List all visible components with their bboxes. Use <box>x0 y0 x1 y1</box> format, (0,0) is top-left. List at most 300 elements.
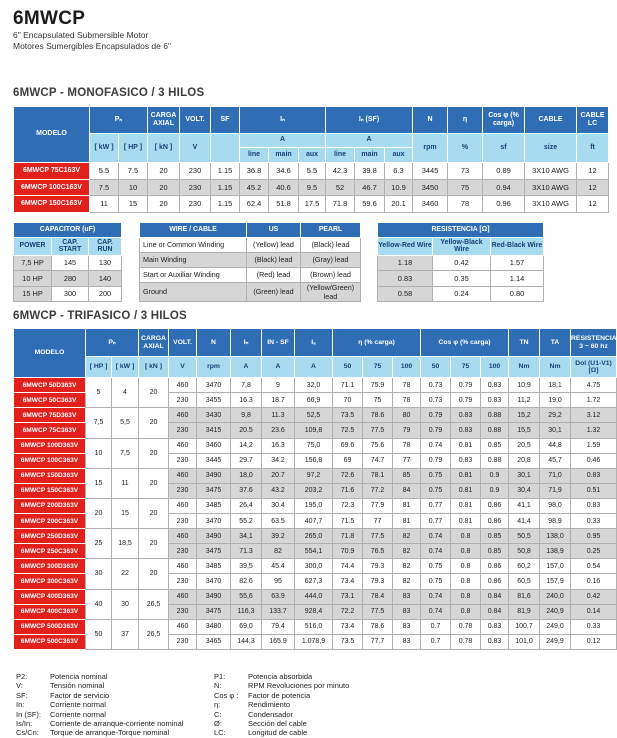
value-cell: 73.4 <box>333 619 363 634</box>
unit-ft: ft <box>577 134 609 163</box>
value-cell: 20 <box>148 163 180 180</box>
tri-table-row <box>14 619 617 634</box>
value-cell: 460 <box>169 619 197 634</box>
col-ta: TA <box>540 329 571 357</box>
value-cell: 0.74 <box>421 604 451 619</box>
value-cell: 50,8 <box>509 544 540 559</box>
value-cell: 1.15 <box>211 179 240 196</box>
model-cell: 6MWCP 400D363V <box>14 589 86 604</box>
value-cell: 230 <box>169 604 197 619</box>
value-cell: 63.9 <box>262 589 295 604</box>
kn-cell: 20 <box>139 438 169 468</box>
value-cell: 71.5 <box>333 514 363 529</box>
value-cell: 460 <box>169 529 197 544</box>
value-cell: 0.86 <box>481 574 509 589</box>
tri-table-row <box>14 498 617 513</box>
value-cell: Ground <box>140 282 247 301</box>
value-cell: 9.5 <box>299 179 326 196</box>
value-cell: 7,8 <box>231 378 262 393</box>
value-cell: 30,1 <box>509 468 540 483</box>
mono-table-row <box>14 163 609 180</box>
value-cell: 0.42 <box>571 589 617 604</box>
resistance-header <box>378 222 544 255</box>
col-pn: Pₙ <box>90 107 148 134</box>
value-cell: 32,0 <box>295 378 333 393</box>
value-cell: 82.6 <box>231 574 262 589</box>
wire-col-us: US <box>247 222 301 237</box>
value-cell: 80 <box>393 408 421 423</box>
legend-description: Corriente de arranque-corriente nominal <box>50 718 184 728</box>
legend-line <box>214 719 349 728</box>
value-cell: 0.74 <box>421 529 451 544</box>
value-cell: 0.7 <box>421 619 451 634</box>
col-volt: VOLT. <box>180 107 211 134</box>
value-cell: 157,9 <box>540 574 571 589</box>
value-cell: 145 <box>52 255 89 271</box>
legend-line <box>16 719 202 728</box>
tri-table-row <box>14 589 617 604</box>
tri-section-title: 6MWCP - TRIFASICO / 3 HILOS <box>13 310 187 323</box>
mono-table-row <box>14 196 609 213</box>
value-cell: 3490 <box>197 468 231 483</box>
value-cell: 78.4 <box>363 589 393 604</box>
model-cell: 6MWCP 200C363V <box>14 514 86 529</box>
value-cell: 12 <box>577 196 609 213</box>
value-cell: 165.9 <box>262 634 295 649</box>
value-cell: 133.7 <box>262 604 295 619</box>
value-cell: 7,5 HP <box>14 255 52 271</box>
value-cell: 77 <box>393 453 421 468</box>
page-header <box>13 8 602 51</box>
mono-table <box>13 106 609 213</box>
value-cell: 20 <box>148 196 180 213</box>
value-cell: 444,0 <box>295 589 333 604</box>
hp-cell: 10 <box>86 438 112 468</box>
legend-abbr: V: <box>16 681 23 691</box>
value-cell: 16.3 <box>262 438 295 453</box>
eta-75: 75 <box>363 357 393 378</box>
cos-50: 50 <box>421 357 451 378</box>
legend-description: Potencia absorbida <box>248 671 313 681</box>
value-cell: 0.83 <box>481 393 509 408</box>
value-cell: 41,4 <box>509 514 540 529</box>
hp-cell: 50 <box>86 619 112 649</box>
value-cell: 627,3 <box>295 574 333 589</box>
hp-cell: 15 <box>86 468 112 498</box>
value-cell: 195,0 <box>295 498 333 513</box>
value-cell: 0.88 <box>481 408 509 423</box>
value-cell: 1.57 <box>491 255 544 271</box>
value-cell: 0.14 <box>571 604 617 619</box>
value-cell: 44,8 <box>540 438 571 453</box>
value-cell: 10 <box>119 179 148 196</box>
legend-description: Corriente normal <box>50 709 106 719</box>
hp-cell: 40 <box>86 589 112 619</box>
value-cell: 0.74 <box>421 589 451 604</box>
wire-col-pearl: PEARL <box>301 222 361 237</box>
value-cell: 69,0 <box>231 619 262 634</box>
value-cell: 72.3 <box>333 498 363 513</box>
value-cell: 3460 <box>197 438 231 453</box>
value-cell: 0.83 <box>481 378 509 393</box>
value-cell: 109,8 <box>295 423 333 438</box>
tri-table <box>13 328 617 650</box>
value-cell: 0.74 <box>421 544 451 559</box>
value-cell: 7.5 <box>119 163 148 180</box>
value-cell: 20.7 <box>262 468 295 483</box>
value-cell: 0.83 <box>481 619 509 634</box>
col-ia: Iₐ <box>295 329 333 357</box>
tri-table-row <box>14 408 617 423</box>
value-cell: 66,9 <box>295 393 333 408</box>
model-cell: 6MWCP 300D363V <box>14 559 86 574</box>
value-cell: 52,5 <box>295 408 333 423</box>
value-cell: 3480 <box>197 619 231 634</box>
value-cell: 0.8 <box>451 529 481 544</box>
value-cell: 230 <box>169 453 197 468</box>
value-cell: 83 <box>393 634 421 649</box>
value-cell: 0.8 <box>451 559 481 574</box>
sub-line-2: line <box>326 148 355 163</box>
col-carga-axial: CARGA AXIAL <box>148 107 180 134</box>
value-cell: 12 <box>577 163 609 180</box>
value-cell: 240,0 <box>540 589 571 604</box>
value-cell: 249,0 <box>540 619 571 634</box>
value-cell: 0.35 <box>433 271 491 287</box>
value-cell: 0.86 <box>481 559 509 574</box>
unit-v: V <box>180 134 211 163</box>
value-cell: 0.83 <box>571 468 617 483</box>
value-cell: 70 <box>333 393 363 408</box>
tri-table-row <box>14 378 617 393</box>
resistance-table <box>377 222 544 303</box>
value-cell: 39.8 <box>355 163 385 180</box>
value-cell: 0.83 <box>451 408 481 423</box>
value-cell: 72.2 <box>333 604 363 619</box>
value-cell: 20 <box>148 179 180 196</box>
col-eta: η <box>448 107 483 134</box>
value-cell: (Yellow) lead <box>247 237 301 252</box>
value-cell: Start or Auxiliar Winding <box>140 267 247 282</box>
unit-rpm: rpm <box>413 134 448 163</box>
kw-cell: 18,5 <box>112 529 139 559</box>
value-cell: 3445 <box>197 453 231 468</box>
value-cell: 0.89 <box>483 163 525 180</box>
kn-cell: 20 <box>139 559 169 589</box>
value-cell: 73 <box>448 163 483 180</box>
mono-table-row <box>14 179 609 196</box>
legend-description: Rendimiento <box>248 700 291 710</box>
value-cell: 0.83 <box>571 498 617 513</box>
col-resistencia: RESISTENCIA 3 ~ 60 hz <box>571 329 617 357</box>
value-cell: 11,2 <box>509 393 540 408</box>
value-cell: 60,2 <box>509 559 540 574</box>
value-cell: 82 <box>393 574 421 589</box>
value-cell: 71,9 <box>540 483 571 498</box>
value-cell: 72.6 <box>333 468 363 483</box>
model-cell: 6MWCP 100C363V <box>14 453 86 468</box>
value-cell: 77.5 <box>363 423 393 438</box>
wire-col-name: WIRE / CABLE <box>140 222 247 237</box>
unit-rpm: rpm <box>197 357 231 378</box>
value-cell: 74.7 <box>363 453 393 468</box>
unit-sf: sf <box>483 134 525 163</box>
value-cell: 0.81 <box>451 438 481 453</box>
resistance-row <box>378 255 544 271</box>
wire-row <box>140 267 361 282</box>
value-cell: 0.58 <box>378 286 433 302</box>
value-cell: 101,0 <box>509 634 540 649</box>
value-cell: 14,2 <box>231 438 262 453</box>
value-cell: 3445 <box>413 163 448 180</box>
value-cell: 15 HP <box>14 286 52 302</box>
value-cell: 300 <box>52 286 89 302</box>
page-title: 6MWCP <box>13 8 86 29</box>
value-cell: 81 <box>393 514 421 529</box>
value-cell: 17.5 <box>299 196 326 213</box>
value-cell: 75 <box>363 393 393 408</box>
value-cell: 9,8 <box>231 408 262 423</box>
value-cell: 60,5 <box>509 574 540 589</box>
value-cell: 0.80 <box>491 286 544 302</box>
value-cell: 1.078,9 <box>295 634 333 649</box>
value-cell: 230 <box>169 423 197 438</box>
unit-a-insf: A <box>262 357 295 378</box>
col-cable-lc: CABLE LC <box>577 107 609 134</box>
model-cell: 6MWCP 250D363V <box>14 529 86 544</box>
value-cell: 78.1 <box>363 468 393 483</box>
unit-sf-empty <box>211 134 240 163</box>
value-cell: 75,0 <box>295 438 333 453</box>
value-cell: 0.83 <box>378 271 433 287</box>
legend-description: Torque de arranque-Torque nominal <box>50 728 170 738</box>
value-cell: 79.4 <box>262 619 295 634</box>
col-volt: VOLT. <box>169 329 197 357</box>
value-cell: 37.6 <box>231 483 262 498</box>
value-cell: 71.8 <box>333 529 363 544</box>
wire-row <box>140 282 361 301</box>
value-cell: 0.86 <box>481 498 509 513</box>
value-cell: 0.73 <box>421 378 451 393</box>
col-modelo: MODELO <box>14 107 90 163</box>
value-cell: 71,0 <box>540 468 571 483</box>
kw-cell: 30 <box>112 589 139 619</box>
value-cell: 15,5 <box>509 423 540 438</box>
kn-cell: 26,5 <box>139 589 169 619</box>
legend-abbr: In: <box>16 700 25 710</box>
model-cell: 6MWCP 300C363V <box>14 574 86 589</box>
cap-col-power: POWER <box>14 237 52 255</box>
legend-line <box>16 710 202 719</box>
value-cell: 82 <box>393 529 421 544</box>
value-cell: 5.5 <box>299 163 326 180</box>
legend-line <box>16 691 202 700</box>
value-cell: 0.86 <box>481 514 509 529</box>
subtitle-es: Motores Sumergibles Encapsulados de 6" <box>13 40 171 51</box>
kw-cell: 11 <box>112 468 139 498</box>
cos-100: 100 <box>481 357 509 378</box>
value-cell: 77.5 <box>363 604 393 619</box>
kw-cell: 15 <box>112 498 139 528</box>
model-cell: 6MWCP 150D363V <box>14 468 86 483</box>
cap-col-start: CAP. START <box>52 237 89 255</box>
legend-abbr: P2: <box>16 671 28 681</box>
mono-table-header <box>14 107 609 163</box>
value-cell: 0.7 <box>421 634 451 649</box>
legend-right-column <box>214 672 349 738</box>
model-cell: 6MWCP 50C363V <box>14 393 86 408</box>
value-cell: 100,7 <box>509 619 540 634</box>
value-cell: 0.9 <box>481 468 509 483</box>
value-cell: 20.5 <box>231 423 262 438</box>
value-cell: 74.4 <box>333 559 363 574</box>
value-cell: 460 <box>169 378 197 393</box>
value-cell: 0.96 <box>483 196 525 213</box>
value-cell: 79.3 <box>363 574 393 589</box>
sub-aux-1: aux <box>299 148 326 163</box>
legend-abbr: P1: <box>214 671 226 681</box>
value-cell: 0.75 <box>421 559 451 574</box>
value-cell: 0.42 <box>433 255 491 271</box>
unit-size: size <box>525 134 577 163</box>
value-cell: 460 <box>169 468 197 483</box>
wire-row <box>140 237 361 252</box>
value-cell: 69 <box>333 453 363 468</box>
value-cell: 0.81 <box>451 483 481 498</box>
value-cell: 15 <box>119 196 148 213</box>
value-cell: 75.9 <box>363 378 393 393</box>
value-cell: 230 <box>180 179 211 196</box>
value-cell: 0.16 <box>571 574 617 589</box>
value-cell: 73.5 <box>333 634 363 649</box>
value-cell: 76.5 <box>363 544 393 559</box>
value-cell: 98,0 <box>540 498 571 513</box>
value-cell: 0.8 <box>451 604 481 619</box>
value-cell: 230 <box>169 574 197 589</box>
value-cell: 0.8 <box>451 574 481 589</box>
value-cell: 0.88 <box>481 423 509 438</box>
value-cell: 73.1 <box>333 589 363 604</box>
value-cell: 0.83 <box>451 423 481 438</box>
legend-line <box>214 691 349 700</box>
value-cell: (Black) lead <box>301 237 361 252</box>
value-cell: 75 <box>448 179 483 196</box>
value-cell: 77.2 <box>363 483 393 498</box>
mono-section-title: 6MWCP - MONOFASICO / 3 HILOS <box>13 87 205 99</box>
legend-description: Sección del cable <box>248 718 307 728</box>
value-cell: 41,1 <box>509 498 540 513</box>
legend-line <box>214 700 349 709</box>
value-cell: 82 <box>393 559 421 574</box>
value-cell: 71.8 <box>326 196 355 213</box>
resistance-row <box>378 286 544 302</box>
value-cell: 0.75 <box>421 483 451 498</box>
kn-cell: 20 <box>139 408 169 438</box>
unit-pct: % <box>448 134 483 163</box>
unit-a-ia: A <box>295 357 333 378</box>
col-sf: SF <box>211 107 240 134</box>
value-cell: 0.79 <box>421 423 451 438</box>
unit-hp: [ HP ] <box>86 357 112 378</box>
col-pn: Pₙ <box>86 329 139 357</box>
value-cell: 29.7 <box>231 453 262 468</box>
value-cell: 30,4 <box>509 483 540 498</box>
value-cell: 78.6 <box>363 408 393 423</box>
resistance-row <box>378 271 544 287</box>
col-in-sf: Iₙ (SF) <box>326 107 413 134</box>
value-cell: 0.33 <box>571 619 617 634</box>
tri-table-header <box>14 329 617 378</box>
value-cell: 460 <box>169 408 197 423</box>
legend-line <box>214 728 349 737</box>
value-cell: 9 <box>262 378 295 393</box>
wire-row <box>140 252 361 267</box>
value-cell: 39.2 <box>262 529 295 544</box>
legend-abbr: C: <box>214 709 222 719</box>
value-cell: 59.6 <box>355 196 385 213</box>
value-cell: 19,0 <box>540 393 571 408</box>
legend-description: Factor de servicio <box>50 690 110 700</box>
cap-col-run: CAP. RUN <box>89 237 122 255</box>
value-cell: 0.85 <box>481 544 509 559</box>
value-cell: 0.79 <box>451 378 481 393</box>
value-cell: 203,2 <box>295 483 333 498</box>
value-cell: 3470 <box>197 378 231 393</box>
kw-cell: 37 <box>112 619 139 649</box>
value-cell: Line or Common Winding <box>140 237 247 252</box>
value-cell: 3485 <box>197 498 231 513</box>
value-cell: 79.3 <box>363 559 393 574</box>
model-cell: 6MWCP 150C363V <box>14 483 86 498</box>
col-carga-axial: CARGA AXIAL <box>139 329 169 357</box>
hp-cell: 7,5 <box>86 408 112 438</box>
value-cell: 460 <box>169 559 197 574</box>
legend-abbr: η: <box>214 700 221 710</box>
tri-table-row <box>14 559 617 574</box>
kn-cell: 20 <box>139 529 169 559</box>
value-cell: 78 <box>393 378 421 393</box>
wire-cable-table <box>139 222 361 302</box>
value-cell: 230 <box>169 544 197 559</box>
kw-cell: 4 <box>112 378 139 408</box>
value-cell: 77 <box>363 514 393 529</box>
value-cell: 84 <box>393 483 421 498</box>
value-cell: (Red) lead <box>247 267 301 282</box>
resistance-body <box>378 255 544 302</box>
model-cell: 6MWCP 150C163V <box>14 196 90 213</box>
value-cell: 0.8 <box>451 544 481 559</box>
value-cell: Main Winding <box>140 252 247 267</box>
col-in: Iₙ <box>231 329 262 357</box>
legend-abbr: Cs/Cn: <box>16 728 39 738</box>
value-cell: 460 <box>169 589 197 604</box>
value-cell: 62.4 <box>240 196 269 213</box>
value-cell: 3470 <box>197 574 231 589</box>
value-cell: 83 <box>393 619 421 634</box>
value-cell: 63.5 <box>262 514 295 529</box>
value-cell: 265,0 <box>295 529 333 544</box>
value-cell: 3475 <box>197 544 231 559</box>
value-cell: 0.84 <box>481 589 509 604</box>
model-cell: 6MWCP 250C363V <box>14 544 86 559</box>
value-cell: 0.85 <box>481 438 509 453</box>
model-cell: 6MWCP 400C363V <box>14 604 86 619</box>
value-cell: 78 <box>448 196 483 213</box>
col-in: Iₙ <box>240 107 326 134</box>
value-cell: 72.5 <box>333 423 363 438</box>
value-cell: 36.8 <box>240 163 269 180</box>
value-cell: 0.25 <box>571 544 617 559</box>
